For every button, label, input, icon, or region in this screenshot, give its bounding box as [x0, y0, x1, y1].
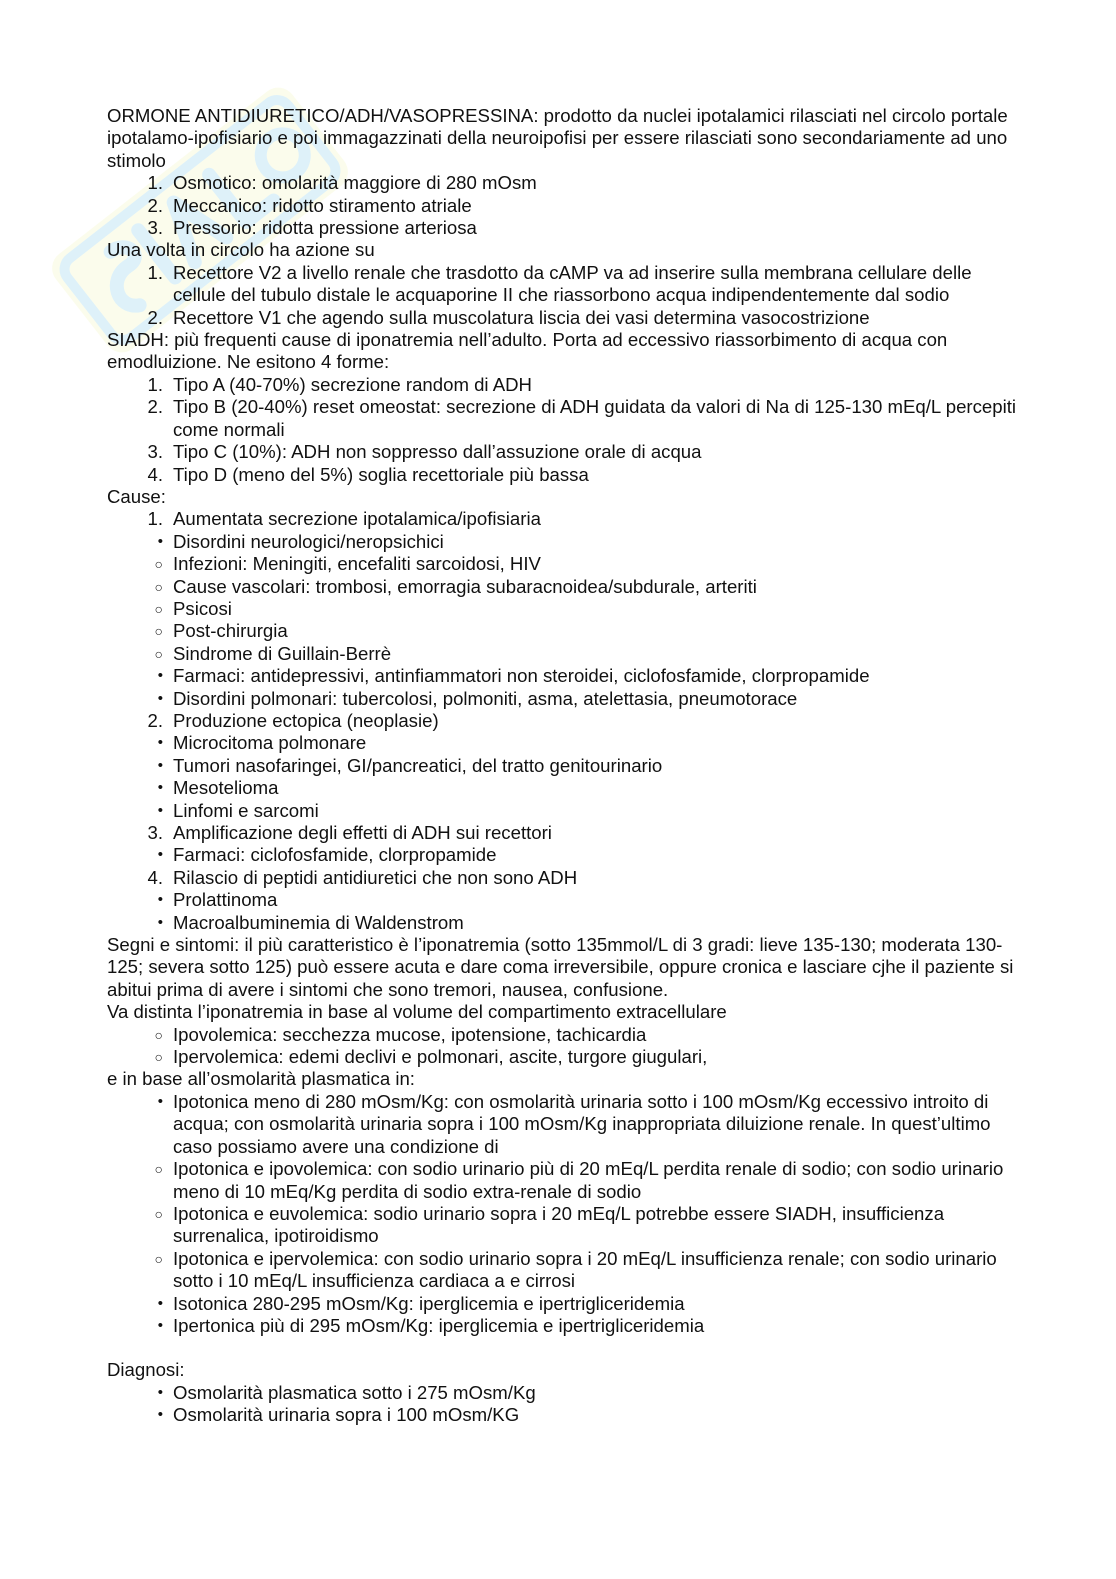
circle-bullet-marker: ○	[154, 1205, 163, 1222]
paragraph: SIADH: più frequenti cause di iponatremia nell’adulto. Porta ad eccessivo riassorbimento di acqua con emodluizione. Ne esitono 4 forme:	[107, 329, 948, 373]
list-item	[107, 553, 1027, 575]
bullet-marker: •	[157, 913, 163, 931]
circle-bullet-marker: ○	[154, 578, 163, 595]
list-item-text: Post-chirurgia	[173, 620, 288, 642]
list-item	[107, 1024, 1027, 1046]
list-item	[107, 710, 1027, 732]
list-item-text: Psicosi	[173, 597, 232, 619]
list-number: 3.	[147, 217, 163, 239]
list-item	[107, 531, 1027, 553]
list-item	[107, 1091, 1027, 1158]
blank-line	[107, 1337, 1027, 1359]
list-item-text: Macroalbuminemia di Waldenstrom	[173, 911, 464, 933]
list-item-text: Isotonica 280-295 mOsm/Kg: iperglicemia e ipertrigliceridemia	[173, 1292, 685, 1314]
list-item-text: Farmaci: ciclofosfamide, clorpropamide	[173, 844, 497, 866]
bullet-marker: •	[157, 1316, 163, 1334]
list-number: 1.	[147, 172, 163, 194]
circle-bullet-marker: ○	[154, 1161, 163, 1178]
list-item-text: Infezioni: Meningiti, encefaliti sarcoidosi, HIV	[173, 553, 541, 575]
list-number: 2.	[147, 306, 163, 328]
list-item	[107, 1203, 1027, 1248]
bullet-marker: •	[157, 779, 163, 797]
list-item-text: Pressorio: ridotta pressione arteriosa	[173, 217, 477, 239]
list-item	[107, 508, 1027, 530]
list-item-text: Microcitoma polmonare	[173, 732, 367, 754]
list-item-text: Ipotonica e ipovolemica: con sodio urinario più di 20 mEq/L perdita renale di sodio; con sodio urinario meno di 10 mEq/Kg perdita di sodio extra-renale di sodio	[173, 1158, 1004, 1202]
circle-bullet-marker: ○	[154, 1026, 163, 1043]
bullet-marker: •	[157, 1294, 163, 1312]
list-item	[107, 867, 1027, 889]
list-item	[107, 755, 1027, 777]
list-item-text: Tipo B (20-40%) reset omeostat: secrezione di ADH guidata da valori di Na di 125-130 mEq/L percepiti come normali	[173, 396, 1017, 440]
list-item-text: Tumori nasofaringei, GI/pancreatici, del tratto genitourinario	[173, 754, 663, 776]
circle-bullet-marker: ○	[154, 600, 163, 617]
bullet-marker: •	[157, 756, 163, 774]
list-item	[107, 374, 1027, 396]
circle-bullet-marker: ○	[154, 645, 163, 662]
list-item	[107, 643, 1027, 665]
circle-bullet-marker: ○	[154, 1049, 163, 1066]
list-number: 4.	[147, 866, 163, 888]
document-body	[107, 105, 1027, 1427]
list-item	[107, 1293, 1027, 1315]
list-item-text: Tipo C (10%): ADH non soppresso dall’assuzione orale di acqua	[173, 441, 702, 463]
list-number: 2.	[147, 709, 163, 731]
list-item	[107, 844, 1027, 866]
list-item-text: Ipotonica e ipervolemica: con sodio urinario sopra i 20 mEq/L insufficienza renale; con sodio urinario sotto i 10 mEq/L insufficienza cardiaca a e cirrosi	[173, 1247, 997, 1292]
list-item-text: Linfomi e sarcomi	[173, 799, 319, 821]
list-item-text: Osmolarità plasmatica sotto i 275 mOsm/Kg	[173, 1381, 536, 1403]
list-item-text: Recettore V1 che agendo sulla muscolatura liscia dei vasi determina vasocostrizione	[173, 306, 870, 328]
list-number: 3.	[147, 441, 163, 463]
list-item-text: Rilascio di peptidi antidiuretici che non sono ADH	[173, 866, 578, 888]
list-item-text: Osmolarità urinaria sopra i 100 mOsm/KG	[173, 1404, 520, 1426]
list-item-text: Osmotico: omolarità maggiore di 280 mOsm	[173, 172, 537, 194]
list-number: 1.	[147, 261, 163, 283]
circle-bullet-marker: ○	[154, 556, 163, 573]
list-item	[107, 195, 1027, 217]
list-item	[107, 262, 1027, 307]
list-item-text: Farmaci: antidepressivi, antinfiammatori non steroidei, ciclofosfamide, clorpropamide	[173, 665, 870, 687]
list-number: 1.	[147, 508, 163, 530]
list-item	[107, 1046, 1027, 1068]
list-item	[107, 620, 1027, 642]
list-item-text: Prolattinoma	[173, 889, 278, 911]
list-item	[107, 800, 1027, 822]
list-item-text: Ipervolemica: edemi declivi e polmonari, ascite, turgore giugulari,	[173, 1046, 708, 1068]
list-item-text: Disordini polmonari: tubercolosi, polmoniti, asma, atelettasia, pneumotorace	[173, 687, 798, 709]
list-number: 4.	[147, 463, 163, 485]
list-item	[107, 307, 1027, 329]
list-item	[107, 688, 1027, 710]
list-item-text: Mesotelioma	[173, 777, 279, 799]
list-item	[107, 576, 1027, 598]
list-item	[107, 665, 1027, 687]
list-item	[107, 1248, 1027, 1293]
list-item	[107, 464, 1027, 486]
list-item	[107, 1382, 1027, 1404]
list-item-text: Tipo D (meno del 5%) soglia recettoriale più bassa	[173, 463, 589, 485]
paragraph: Segni e sintomi: il più caratteristico è l’iponatremia (sotto 135mmol/L di 3 gradi: lieve 135-130; moderata 130-125; severa sotto 125) può essere acuta e dare coma irreversibile, oppure cronica e lasciare cjhe il paziente si abitui prima di avere i sintomi che sono tremori, nausea, confusione.	[107, 934, 1014, 1000]
bullet-marker: •	[157, 846, 163, 864]
list-item	[107, 1158, 1027, 1203]
bullet-marker: •	[157, 734, 163, 752]
list-item	[107, 1404, 1027, 1426]
list-item-text: Ipotonica e euvolemica: sodio urinario sopra i 20 mEq/L potrebbe essere SIADH, insufficienza surrenalica, ipotiroidismo	[173, 1202, 945, 1247]
list-item	[107, 217, 1027, 239]
list-item-text: Ipertonica più di 295 mOsm/Kg: iperglicemia e ipertrigliceridemia	[173, 1314, 705, 1336]
paragraph: ORMONE ANTIDIURETICO/ADH/VASOPRESSINA: prodotto da nuclei ipotalamici rilasciati nel circolo portale ipotalamo-ipofisiario e poi immagazzinati della neuroipofisi per essere rilasciati sono secondariamente ad uno stimolo	[107, 105, 1008, 171]
paragraph: Va distinta l’iponatremia in base al volume del compartimento extracellulare	[107, 1001, 727, 1023]
list-number: 1.	[147, 373, 163, 395]
circle-bullet-marker: ○	[154, 1250, 163, 1267]
list-item	[107, 441, 1027, 463]
list-item-text: Ipotonica meno di 280 mOsm/Kg: con osmolarità urinaria sotto i 100 mOsm/Kg eccessivo introito di acqua; con osmolarità urinaria sopra i 100 mOsm/Kg inappropriata diluizione renale. In quest’ultimo caso possiamo avere una condizione di	[173, 1090, 991, 1157]
list-item-text: Meccanico: ridotto stiramento atriale	[173, 194, 472, 216]
list-number: 3.	[147, 822, 163, 843]
bullet-marker: •	[157, 1092, 163, 1110]
list-item	[107, 1315, 1027, 1337]
bullet-marker: •	[157, 667, 163, 685]
list-item	[107, 732, 1027, 754]
list-number: 2.	[147, 194, 163, 216]
list-item-text: Sindrome di Guillain-Berrè	[173, 642, 392, 664]
list-item-text: Recettore V2 a livello renale che trasdotto da cAMP va ad inserire sulla membrana cellulare delle cellule del tubulo distale le acquaporine II che riassorbono acqua indipendentemente dal sodio	[173, 261, 972, 306]
list-item	[107, 598, 1027, 620]
paragraph: Una volta in circolo ha azione su	[107, 239, 375, 261]
list-item	[107, 822, 1027, 844]
list-item-text: Amplificazione degli effetti di ADH sui recettori	[173, 822, 552, 843]
list-item-text: Disordini neurologici/neropsichici	[173, 530, 444, 552]
list-number: 2.	[147, 396, 163, 418]
list-item	[107, 396, 1027, 441]
list-item	[107, 912, 1027, 934]
paragraph: Diagnosi:	[107, 1359, 185, 1381]
list-item-text: Ipovolemica: secchezza mucose, ipotensione, tachicardia	[173, 1023, 647, 1045]
bullet-marker: •	[157, 801, 163, 819]
list-item-text: Tipo A (40-70%) secrezione random di ADH	[173, 373, 532, 395]
bullet-marker: •	[157, 532, 163, 550]
paragraph: Cause:	[107, 485, 166, 507]
list-item	[107, 889, 1027, 911]
list-item	[107, 777, 1027, 799]
bullet-marker: •	[157, 1383, 163, 1401]
bullet-marker: •	[157, 689, 163, 707]
bullet-marker: •	[157, 1406, 163, 1424]
list-item-text: Aumentata secrezione ipotalamica/ipofisiaria	[173, 508, 541, 530]
list-item-text: Produzione ectopica (neoplasie)	[173, 709, 439, 731]
paragraph: e in base all’osmolarità plasmatica in:	[107, 1068, 415, 1090]
list-item	[107, 172, 1027, 194]
bullet-marker: •	[157, 891, 163, 909]
circle-bullet-marker: ○	[154, 623, 163, 640]
list-item-text: Cause vascolari: trombosi, emorragia subaracnoidea/subdurale, arteriti	[173, 575, 757, 597]
